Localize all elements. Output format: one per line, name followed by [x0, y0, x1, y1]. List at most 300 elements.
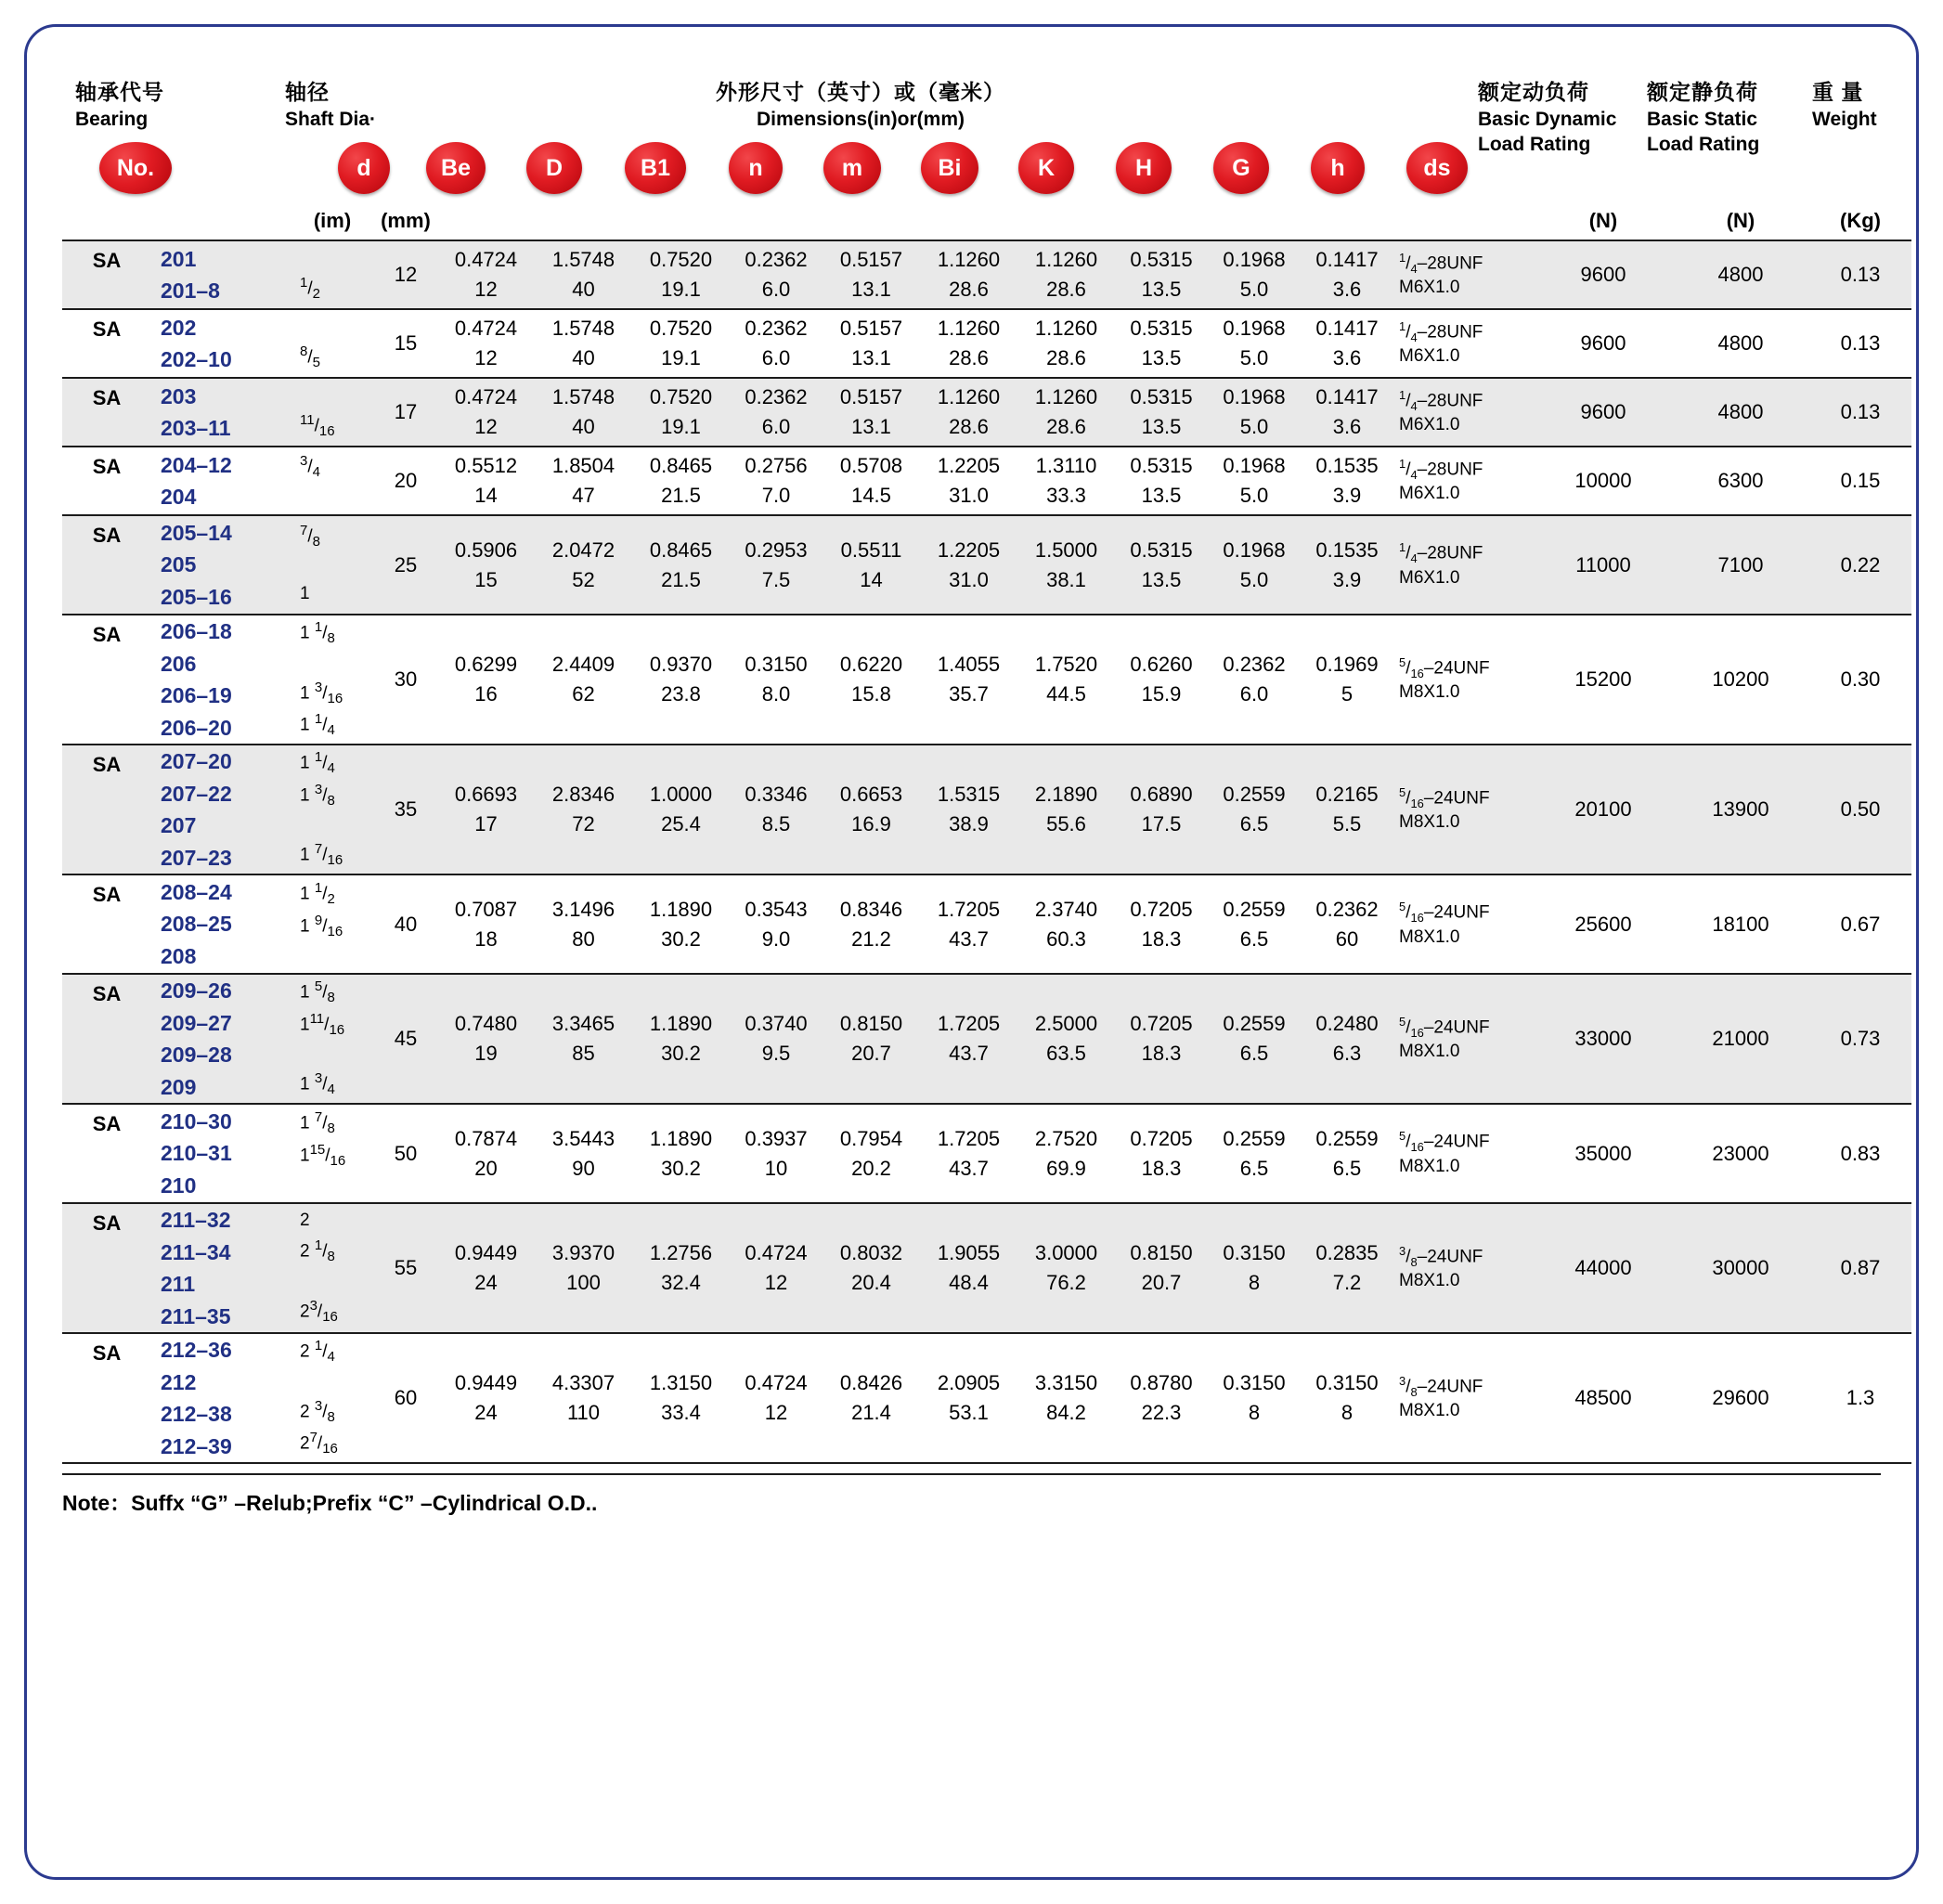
dimension-mm: 7.2: [1332, 1271, 1362, 1294]
thread-size: M8X1.0: [1399, 1271, 1460, 1291]
bearing-number: 211: [161, 1272, 196, 1296]
thread-size: $^3/_8-24UNF$: [1399, 1243, 1483, 1270]
dimension-inch: 0.1968: [1223, 538, 1286, 562]
dimension-cell: [632, 447, 730, 515]
dimension-mm: 6.0: [761, 346, 791, 369]
dimension-inch: 0.2559: [1223, 783, 1286, 807]
dimension-mm: 6.5: [1239, 1156, 1269, 1180]
bearing-number-cell[interactable]: [151, 874, 291, 974]
dimension-inch: 0.5157: [839, 317, 903, 341]
basic-dynamic-load: 9600: [1535, 378, 1672, 447]
dimension-cell: [1301, 240, 1393, 309]
table-row[interactable]: [62, 515, 1911, 615]
series-prefix: SA: [62, 615, 151, 745]
dimension-inch: 1.1260: [1034, 317, 1098, 341]
weight-value: 0.13: [1809, 309, 1911, 378]
badge-h: h: [1311, 142, 1365, 194]
dimension-mm: 9.5: [761, 1042, 791, 1065]
dimension-mm: 3.6: [1332, 415, 1362, 438]
dimension-mm: 8: [1248, 1271, 1261, 1294]
series-prefix: SA: [62, 1104, 151, 1203]
dimension-mm: 85: [572, 1042, 595, 1065]
dimension-inch: 0.1417: [1315, 248, 1379, 272]
dimension-mm: 6.0: [1239, 682, 1269, 706]
bearing-number: 212–36: [161, 1338, 232, 1362]
bearing-number: 208–25: [161, 912, 232, 937]
table-row[interactable]: [62, 615, 1911, 745]
badge-be: Be: [426, 142, 486, 194]
dimension-cell: [535, 1203, 632, 1333]
shaft-dia-inch: $1^{15}/_{16}$: [300, 1141, 346, 1169]
dimension-mm: 14: [474, 484, 498, 507]
table-header-block: [62, 49, 1881, 202]
basic-dynamic-load: 11000: [1535, 515, 1672, 615]
shaft-dia-inch: 1 $^7/_8$: [300, 1108, 335, 1136]
dimension-mm: 18.3: [1141, 1156, 1182, 1180]
dimension-cell: [730, 309, 823, 378]
dimension-cell: [823, 1104, 920, 1203]
bearing-number-cell[interactable]: [151, 515, 291, 615]
basic-dynamic-load: 44000: [1535, 1203, 1672, 1333]
dimension-cell: [1208, 615, 1301, 745]
table-row[interactable]: [62, 309, 1911, 378]
dimension-cell: [1115, 1333, 1208, 1463]
dimension-cell: [1017, 1333, 1115, 1463]
thread-size: $^5/_{16}-24UNF$: [1399, 1014, 1490, 1041]
dimension-inch: 1.5748: [551, 248, 615, 272]
dimension-mm: 33.3: [1046, 484, 1086, 507]
dimension-cell: [1208, 447, 1301, 515]
basic-dynamic-load: 10000: [1535, 447, 1672, 515]
dimension-inch: 0.3740: [745, 1012, 808, 1036]
badge-ds: ds: [1406, 142, 1468, 194]
thread-size: M8X1.0: [1399, 1401, 1460, 1421]
shaft-dia-inch: $^3/_4$: [300, 452, 320, 480]
dimension-inch: 0.1535: [1315, 538, 1379, 562]
shaft-dia-inch: [300, 1368, 304, 1396]
dimension-inch: 1.5315: [937, 783, 1001, 807]
dimension-cell: [437, 515, 535, 615]
dimension-cell: [1115, 615, 1208, 745]
shaft-dia-inch: [300, 553, 304, 581]
dimension-cell: [1208, 745, 1301, 874]
dimension-inch: 1.1890: [649, 1012, 713, 1036]
bearing-number: 210: [161, 1172, 197, 1198]
dimension-cell: [632, 378, 730, 447]
dimension-mm: 6.5: [1239, 1042, 1269, 1065]
bearing-number: 201: [161, 246, 197, 271]
shaft-dia-inch-cell: [291, 874, 374, 974]
header-basic-dynamic: 额定动负荷 Basic Dynamic Load Rating: [1478, 80, 1617, 156]
dimension-inch: 0.8150: [1130, 1241, 1193, 1265]
dimension-mm: 80: [572, 926, 595, 951]
dimension-inch: 0.2953: [745, 538, 808, 562]
dimension-inch: 2.7520: [1034, 1126, 1098, 1150]
dimension-cell: [920, 1333, 1017, 1463]
dimension-mm: 19: [474, 1042, 498, 1065]
bearing-number-cell[interactable]: [151, 1104, 291, 1203]
dimension-cell: [1208, 1333, 1301, 1463]
dimension-inch: 1.7205: [937, 897, 1001, 921]
dimension-inch: 0.7205: [1130, 1012, 1193, 1036]
dimension-inch: 0.8346: [839, 897, 903, 921]
dimension-inch: 0.2756: [745, 454, 808, 478]
dimension-cell: [1017, 974, 1115, 1104]
dimension-mm: 21.5: [661, 484, 701, 507]
series-prefix: SA: [62, 240, 151, 309]
sheet-inner: [62, 49, 1881, 1859]
dimension-mm: 14: [860, 567, 883, 591]
weight-value: 0.30: [1809, 615, 1911, 745]
dimension-cell: [1208, 378, 1301, 447]
shaft-dia-mm: 30: [374, 615, 437, 745]
dimension-inch: 0.1535: [1315, 454, 1379, 478]
shaft-dia-inch: $1^{11}/_{16}$: [300, 1010, 345, 1038]
dimension-cell: [1017, 1104, 1115, 1203]
bearing-number: 208: [161, 943, 197, 968]
dimension-inch: 0.5512: [454, 454, 518, 478]
badge-b1: B1: [625, 142, 686, 194]
dimension-inch: 0.1968: [1223, 317, 1286, 341]
shaft-dia-mm: 55: [374, 1203, 437, 1333]
weight-value: 0.13: [1809, 378, 1911, 447]
dimension-mm: 5.0: [1239, 278, 1269, 301]
dimension-cell: [1208, 1203, 1301, 1333]
dimension-mm: 6.3: [1332, 1042, 1362, 1065]
shaft-dia-inch: $^7/_8$: [300, 523, 320, 550]
dimension-cell: [535, 309, 632, 378]
dimension-mm: 100: [566, 1271, 601, 1294]
dimension-inch: 0.3543: [745, 897, 808, 921]
bearing-number: 210–31: [161, 1141, 232, 1166]
dimension-cell: [1301, 309, 1393, 378]
dimension-inch: 0.1968: [1223, 454, 1286, 478]
table-row[interactable]: [62, 1203, 1911, 1333]
dimension-cell: [920, 745, 1017, 874]
dimension-mm: 44.5: [1046, 682, 1086, 706]
dimension-cell: [1115, 240, 1208, 309]
dimension-mm: 5.0: [1239, 567, 1269, 591]
dimension-inch: 0.2835: [1315, 1241, 1379, 1265]
thread-size-cell: [1393, 974, 1535, 1104]
dimension-cell: [920, 1203, 1017, 1333]
dimension-mm: 53.1: [949, 1401, 989, 1424]
dimension-mm: 23.8: [661, 682, 701, 706]
shaft-dia-inch: $^{11}/_{16}$: [300, 411, 335, 439]
dimension-cell: [437, 615, 535, 745]
dimension-cell: [1017, 615, 1115, 745]
basic-dynamic-load: 9600: [1535, 240, 1672, 309]
bearing-number: 209: [161, 1074, 197, 1099]
thread-size: M8X1.0: [1399, 682, 1460, 703]
dimension-inch: 0.7087: [454, 897, 518, 921]
dimension-inch: 0.7874: [454, 1126, 518, 1150]
dimension-mm: 24: [474, 1401, 498, 1424]
dimension-inch: 1.5748: [551, 385, 615, 409]
dimension-inch: 0.1969: [1315, 653, 1379, 677]
bearing-number-cell[interactable]: [151, 1333, 291, 1463]
dimension-inch: 1.7205: [937, 1126, 1001, 1150]
dimension-inch: 4.3307: [551, 1371, 615, 1395]
bearing-number-cell[interactable]: [151, 745, 291, 874]
dimension-cell: [535, 745, 632, 874]
dimension-inch: 1.2205: [937, 454, 1001, 478]
bearing-number: 209–27: [161, 1010, 232, 1035]
dimension-mm: 110: [566, 1401, 601, 1424]
bearing-number-cell[interactable]: [151, 240, 291, 309]
dimension-cell: [535, 447, 632, 515]
dimension-inch: 1.2205: [937, 538, 1001, 562]
thread-size-cell: [1393, 615, 1535, 745]
bearing-number: 202–10: [161, 347, 232, 371]
thread-size: $^5/_{16}-24UNF$: [1399, 654, 1490, 681]
dimension-inch: 0.2559: [1223, 1012, 1286, 1036]
dimension-inch: 0.3346: [745, 783, 808, 807]
shaft-dia-inch-cell: [291, 1333, 374, 1463]
dimension-inch: 0.5315: [1130, 454, 1193, 478]
badge-m: m: [823, 142, 881, 194]
dimension-inch: 0.6220: [839, 653, 903, 677]
dimension-mm: 6.0: [761, 415, 791, 438]
dimension-inch: 0.5906: [454, 538, 518, 562]
weight-value: 0.67: [1809, 874, 1911, 974]
header-shaft-dia: 轴径 Shaft Dia·: [285, 80, 377, 130]
dimension-cell: [823, 1203, 920, 1333]
dimension-mm: 17.5: [1141, 812, 1182, 835]
bearing-number: 205–16: [161, 584, 232, 609]
dimension-inch: 0.2480: [1315, 1012, 1379, 1036]
dimension-cell: [632, 309, 730, 378]
dimension-inch: 0.6693: [454, 783, 518, 807]
unit-dyn-n: (N): [1588, 209, 1618, 232]
dimension-inch: 0.9449: [454, 1241, 518, 1265]
dimension-inch: 1.5748: [551, 317, 615, 341]
dimension-cell: [1115, 745, 1208, 874]
dimension-cell: [823, 974, 920, 1104]
shaft-dia-inch: 1 $^1/_8$: [300, 619, 335, 647]
dimension-cell: [823, 874, 920, 974]
bearing-number: 206–20: [161, 715, 232, 740]
dimension-cell: [1115, 515, 1208, 615]
dimension-mm: 20.4: [851, 1271, 891, 1294]
dimension-inch: 2.8346: [551, 783, 615, 807]
weight-value: 0.83: [1809, 1104, 1911, 1203]
basic-static-load: 30000: [1672, 1203, 1809, 1333]
dimension-inch: 0.1417: [1315, 317, 1379, 341]
dimension-mm: 3.9: [1332, 484, 1362, 507]
dimension-cell: [535, 240, 632, 309]
dimension-inch: 0.5315: [1130, 248, 1193, 272]
dimension-inch: 0.1968: [1223, 385, 1286, 409]
dimension-inch: 0.5157: [839, 385, 903, 409]
series-prefix: SA: [62, 974, 151, 1104]
shaft-dia-inch: 2 $^1/_4$: [300, 1338, 335, 1366]
shaft-dia-mm: 60: [374, 1333, 437, 1463]
dimension-mm: 32.4: [661, 1271, 701, 1294]
dimension-cell: [823, 745, 920, 874]
shaft-dia-inch-cell: [291, 615, 374, 745]
bearing-number: 209–28: [161, 1043, 232, 1067]
table-row[interactable]: [62, 745, 1911, 874]
dimension-inch: 0.5708: [839, 454, 903, 478]
dimension-inch: 3.0000: [1034, 1241, 1098, 1265]
bearing-number: 212–38: [161, 1402, 232, 1426]
bearing-number-cell[interactable]: [151, 378, 291, 447]
dimension-mm: 52: [572, 567, 595, 591]
shaft-dia-inch-cell: [291, 447, 374, 515]
table-row[interactable]: [62, 378, 1911, 447]
dimension-inch: 1.1260: [937, 248, 1001, 272]
shaft-dia-inch: 1 $^7/_{16}$: [300, 841, 343, 869]
bearing-number: 212–39: [161, 1433, 232, 1458]
bearing-number: 205: [161, 552, 197, 577]
dimension-mm: 18.3: [1141, 926, 1182, 951]
shaft-dia-inch: 1 $^1/_4$: [300, 749, 335, 777]
dimension-cell: [1301, 447, 1393, 515]
dimension-inch: 0.7205: [1130, 897, 1193, 921]
dimension-mm: 15.8: [851, 682, 891, 706]
bearing-number: 208–24: [161, 879, 232, 904]
dimension-cell: [1115, 874, 1208, 974]
dimension-mm: 63.5: [1046, 1042, 1086, 1065]
dimension-mm: 16.9: [851, 812, 891, 835]
dimension-cell: [1115, 1104, 1208, 1203]
header-bearing: 轴承代号 Bearing: [75, 80, 164, 130]
dimension-mm: 30.2: [661, 1156, 701, 1180]
dimension-inch: 0.6890: [1130, 783, 1193, 807]
badge-bi: Bi: [921, 142, 978, 194]
basic-dynamic-load: 35000: [1535, 1104, 1672, 1203]
dimension-cell: [1115, 1203, 1208, 1333]
table-row[interactable]: [62, 240, 1911, 309]
thread-size-cell: [1393, 309, 1535, 378]
dimension-mm: 60: [1335, 926, 1359, 951]
dimension-cell: [730, 1333, 823, 1463]
shaft-dia-inch: [300, 483, 304, 511]
dimension-mm: 5.0: [1239, 346, 1269, 369]
weight-value: 0.15: [1809, 447, 1911, 515]
dimension-inch: 1.1890: [649, 897, 713, 921]
table-row[interactable]: [62, 1104, 1911, 1203]
dimension-mm: 8: [1341, 1401, 1354, 1424]
basic-static-load: 6300: [1672, 447, 1809, 515]
table-row[interactable]: [62, 447, 1911, 515]
dimension-mm: 20.2: [851, 1156, 891, 1180]
dimension-mm: 19.1: [661, 346, 701, 369]
basic-dynamic-load: 9600: [1535, 309, 1672, 378]
basic-static-load: 29600: [1672, 1333, 1809, 1463]
badge-K: K: [1018, 142, 1074, 194]
bearing-number-cell[interactable]: [151, 974, 291, 1104]
dimension-inch: 0.3150: [745, 653, 808, 677]
dimension-inch: 2.4409: [551, 653, 615, 677]
dimension-cell: [920, 240, 1017, 309]
dimension-inch: 0.4724: [454, 248, 518, 272]
shaft-dia-inch: $^1/_2$: [300, 274, 320, 302]
dimension-inch: 0.8465: [649, 538, 713, 562]
table-row[interactable]: [62, 974, 1911, 1104]
dimension-cell: [920, 515, 1017, 615]
dimension-cell: [437, 1203, 535, 1333]
dimension-cell: [1208, 515, 1301, 615]
dimension-mm: 13.5: [1141, 346, 1182, 369]
dimension-mm: 8.0: [761, 682, 791, 706]
dimension-inch: 2.0472: [551, 538, 615, 562]
shaft-dia-mm: 50: [374, 1104, 437, 1203]
header-dimensions: 外形尺寸（英寸）或（毫米） Dimensions(in)or(mm): [716, 80, 1005, 130]
table-row[interactable]: [62, 1333, 1911, 1463]
bearing-number-cell[interactable]: [151, 309, 291, 378]
dimension-mm: 6.0: [761, 278, 791, 301]
basic-static-load: 10200: [1672, 615, 1809, 745]
dimension-cell: [535, 378, 632, 447]
dimension-mm: 20.7: [1141, 1271, 1182, 1294]
dimension-cell: [1115, 974, 1208, 1104]
dimension-inch: 1.8504: [551, 454, 615, 478]
badge-no: No.: [99, 142, 172, 194]
dimension-inch: 0.2362: [745, 248, 808, 272]
dimension-cell: [730, 615, 823, 745]
dimension-inch: 3.3150: [1034, 1371, 1098, 1395]
dimension-cell: [730, 515, 823, 615]
basic-dynamic-load: 33000: [1535, 974, 1672, 1104]
dimension-mm: 16: [474, 682, 498, 706]
dimension-mm: 13.5: [1141, 567, 1182, 591]
bearing-number: 207–23: [161, 845, 232, 870]
shaft-dia-inch: [300, 650, 304, 678]
series-prefix: SA: [62, 309, 151, 378]
dimension-mm: 21.4: [851, 1401, 891, 1424]
dimension-mm: 15.9: [1141, 682, 1182, 706]
dimension-inch: 1.3150: [649, 1371, 713, 1395]
shaft-dia-inch: [300, 382, 304, 410]
bearing-number-cell[interactable]: [151, 447, 291, 515]
shaft-dia-inch: $2^7/_{16}$: [300, 1430, 338, 1457]
bearing-number: 204: [161, 485, 197, 509]
dimension-inch: 1.1260: [1034, 385, 1098, 409]
dimension-mm: 13.1: [851, 346, 891, 369]
dimension-mm: 28.6: [949, 278, 989, 301]
dimension-mm: 60.3: [1046, 926, 1086, 951]
shaft-dia-inch: [300, 314, 304, 342]
dimension-cell: [632, 745, 730, 874]
dimension-mm: 20.7: [851, 1042, 891, 1065]
bearing-number-cell[interactable]: [151, 1203, 291, 1333]
dimension-cell: [437, 240, 535, 309]
dimension-cell: [1301, 515, 1393, 615]
dimension-cell: [1301, 974, 1393, 1104]
bearing-number: 207–22: [161, 781, 232, 806]
dimension-cell: [823, 447, 920, 515]
dimension-cell: [730, 1203, 823, 1333]
dimension-cell: [823, 1333, 920, 1463]
dimension-mm: 28.6: [1046, 278, 1086, 301]
dimension-cell: [1208, 874, 1301, 974]
table-row[interactable]: [62, 874, 1911, 974]
basic-static-load: 23000: [1672, 1104, 1809, 1203]
thread-size: M8X1.0: [1399, 1042, 1460, 1062]
dimension-mm: 6.5: [1239, 926, 1269, 951]
shaft-dia-inch-cell: [291, 378, 374, 447]
dimension-cell: [1301, 1333, 1393, 1463]
dimension-inch: 0.4724: [745, 1241, 808, 1265]
weight-value: 0.22: [1809, 515, 1911, 615]
weight-value: 0.87: [1809, 1203, 1911, 1333]
dimension-cell: [920, 615, 1017, 745]
bearing-number-cell[interactable]: [151, 615, 291, 745]
dimension-cell: [437, 745, 535, 874]
thread-size-cell: [1393, 240, 1535, 309]
